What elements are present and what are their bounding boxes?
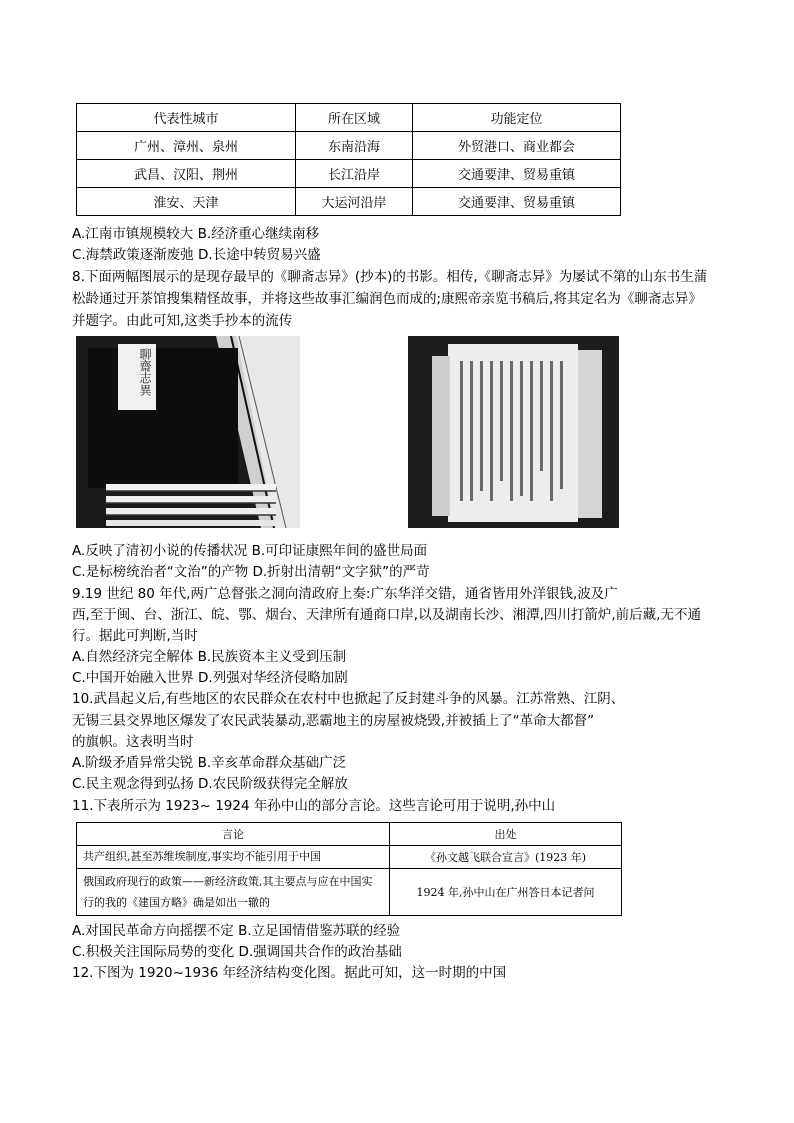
- q9-options-cd: C.中国开始融入世界 D.列强对华经济侵略加剧: [72, 670, 348, 686]
- table-cell: 大运河沿岸: [296, 188, 413, 216]
- manuscript-page-photo: [408, 336, 619, 528]
- table-header-cell: 言论: [77, 823, 390, 846]
- q7-options-cd: C.海禁政策逐渐废弛 D.长途中转贸易兴盛: [72, 247, 321, 263]
- q9-stem-line3: 行。据此可判断,当时: [72, 628, 198, 644]
- table-cell: 《孙文越飞联合宣言》(1923 年): [390, 846, 622, 869]
- table-cell: 俄国政府现行的政策——新经济政策,其主要点与应在中国实行的我的《建国方略》确是如出一辙的: [77, 869, 390, 916]
- table-header-cell: 代表性城市: [77, 104, 296, 132]
- table-row: [77, 132, 621, 160]
- table-cell: 长江沿岸: [296, 160, 413, 188]
- q9-stem-line1: 9.19 世纪 80 年代,两广总督张之洞向清政府上奏:广东华洋交错，通省皆用外洋银钱,波及广: [72, 586, 618, 602]
- table-header-row: [77, 104, 621, 132]
- q10-stem-line2: 无锡三县交界地区爆发了农民武装暴动,恶霸地主的房屋被烧毁,并被插上了“革命大都督”: [72, 713, 595, 729]
- table-header-cell: 所在区域: [296, 104, 413, 132]
- table-cell: 东南沿海: [296, 132, 413, 160]
- q7-options-ab: A.江南市镇规模较大 B.经济重心继续南移: [72, 226, 320, 242]
- table-cell: 共产组织,甚至苏维埃制度,事实均不能引用于中国: [77, 846, 390, 869]
- q9-options-ab: A.自然经济完全解体 B.民族资本主义受到压制: [72, 649, 347, 665]
- table-header-cell: 功能定位: [413, 104, 621, 132]
- q8-stem-line1: 8.下面两幅图展示的是现存最早的《聊斋志异》(抄本)的书影。相传,《聊斋志异》为屡试不第的山东书生蒲: [72, 269, 708, 285]
- table-cell: 交通要津、贸易重镇: [413, 188, 621, 216]
- sun-yatsen-quotes-table: [76, 822, 622, 916]
- table-row: [77, 846, 622, 869]
- cover-title-label: 聊齋志異: [138, 348, 152, 396]
- table-header-cell: 出处: [390, 823, 622, 846]
- table-row: [77, 869, 622, 916]
- table-header-row: [77, 823, 622, 846]
- city-function-table: [76, 103, 621, 216]
- table-cell: 外贸港口、商业都会: [413, 132, 621, 160]
- q10-options-cd: C.民主观念得到弘扬 D.农民阶级获得完全解放: [72, 776, 348, 792]
- table-cell: 淮安、天津: [77, 188, 296, 216]
- table-row: [77, 188, 621, 216]
- table-cell: 1924 年,孙中山在广州答日本记者问: [390, 869, 622, 916]
- table-row: [77, 160, 621, 188]
- q8-stem-line3: 并题字。由此可知,这类手抄本的流传: [72, 313, 293, 329]
- q9-stem-line2: 西,至于闽、台、浙江、皖、鄂、烟台、天津所有通商口岸,以及湖南长沙、湘潭,四川打箭炉,前后藏,无不通: [72, 607, 701, 623]
- table-cell: 武昌、汉阳、荆州: [77, 160, 296, 188]
- manuscript-cover-photo: [76, 336, 300, 528]
- q8-options-ab: A.反映了清初小说的传播状况 B.可印证康熙年间的盛世局面: [72, 543, 428, 559]
- q11-stem: 11.下表所示为 1923~ 1924 年孙中山的部分言论。这些言论可用于说明,孙中山: [72, 798, 556, 814]
- q12-stem: 12.下图为 1920~1936 年经济结构变化图。据此可知，这一时期的中国: [72, 965, 507, 981]
- q10-stem-line3: 的旗帜。这表明当时: [72, 734, 194, 750]
- q10-options-ab: A.阶级矛盾异常尖锐 B.辛亥革命群众基础广泛: [72, 755, 347, 771]
- q10-stem-line1: 10.武昌起义后,有些地区的农民群众在农村中也掀起了反封建斗争的风暴。江苏常熟、江阴、: [72, 691, 625, 707]
- q11-options-cd: C.积极关注国际局势的变化 D.强调国共合作的政治基础: [72, 944, 402, 960]
- q8-stem-line2: 松龄通过开茶馆搜集精怪故事，并将这些故事汇编润色而成的;康熙帝亲览书稿后,将其定名为《聊斋志异》: [72, 291, 702, 307]
- table-cell: 交通要津、贸易重镇: [413, 160, 621, 188]
- table-cell: 广州、漳州、泉州: [77, 132, 296, 160]
- q8-options-cd: C.是标榜统治者“文治”的产物 D.折射出清朝“文字狱”的严苛: [72, 564, 430, 580]
- q11-options-ab: A.对国民革命方向摇摆不定 B.立足国情借鉴苏联的经验: [72, 923, 401, 939]
